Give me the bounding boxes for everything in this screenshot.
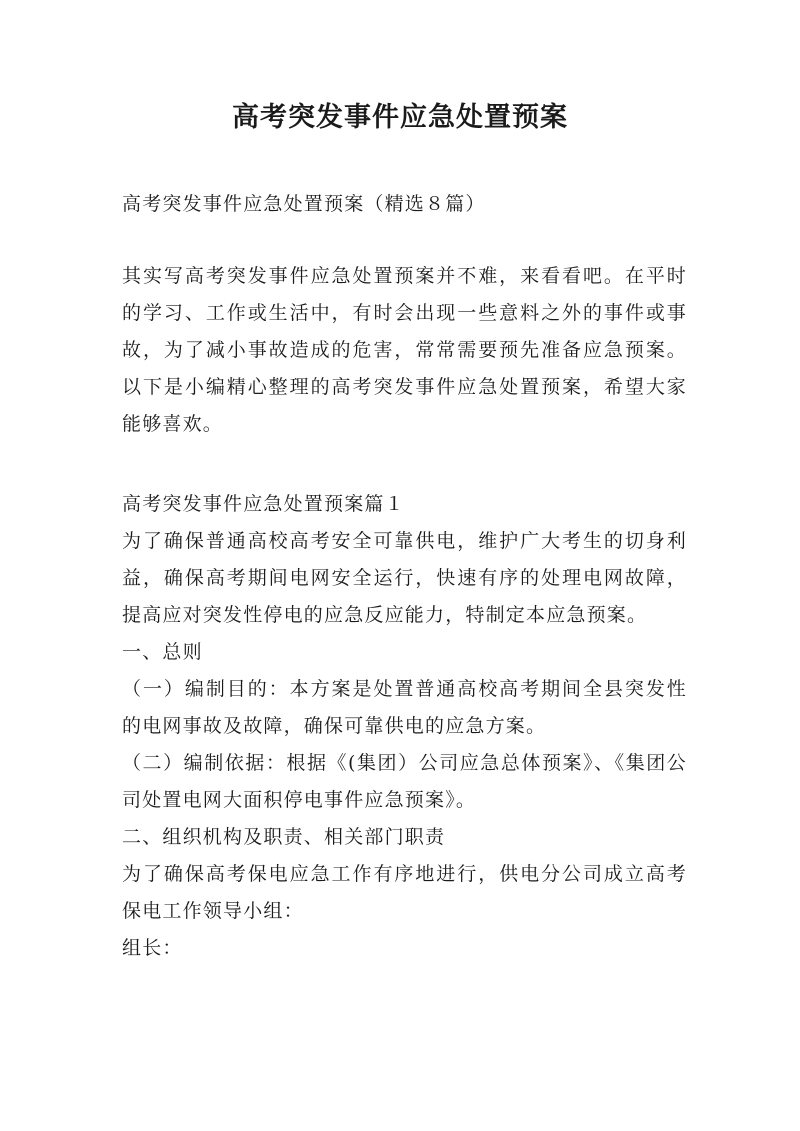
section-heading: 高考突发事件应急处置预案篇１ <box>122 493 405 515</box>
document-subtitle: 高考突发事件应急处置预案（精选８篇） <box>122 193 486 215</box>
section-paragraph: 为了确保普通高校高考安全可靠供电，维护广大考生的切身利益，确保高考期间电网安全运行，快速有序的处理电网故障，提高应对突发性停电的应急反应能力，特制定本应急预案。 <box>122 530 687 626</box>
document-title: 高考突发事件应急处置预案 <box>232 102 568 133</box>
basis-item: （二）编制依据：根据《(集团）公司应急总体预案》、《集团公司处置电网大面积停电事件应急预案》。 <box>122 752 687 811</box>
organization-heading: 二、组织机构及职责、相关部门职责 <box>122 826 446 848</box>
organization-paragraph: 为了确保高考保电应急工作有序地进行，供电分公司成立高考保电工作领导小组： <box>122 863 687 922</box>
leader-label: 组长： <box>122 937 183 959</box>
intro-paragraph: 其实写高考突发事件应急处置预案并不难，来看看吧。在平时的学习、工作或生活中，有时会出现一些意料之外的事件或事故，为了减小事故造成的危害，常常需要预先准备应急预案。以下是小编精心整理的高考突发事件应急处置预案，希望大家能够喜欢。 <box>122 265 687 435</box>
general-principles-heading: 一、总则 <box>122 641 203 663</box>
purpose-item: （一）编制目的：本方案是处置普通高校高考期间全县突发性的电网事故及故障，确保可靠供电的应急方案。 <box>122 678 687 737</box>
section-1 <box>122 486 687 967</box>
